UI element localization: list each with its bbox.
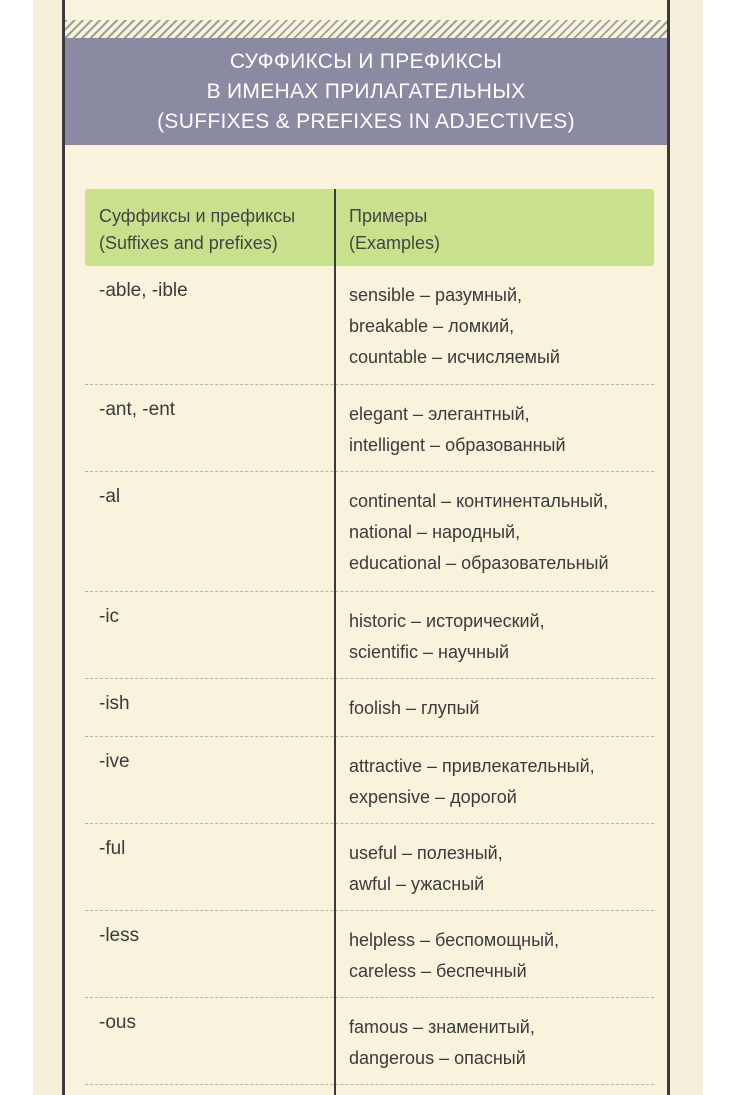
example-line: historic – исторический, [349,611,545,631]
examples-cell [349,751,595,813]
examples-cell [349,925,559,987]
example-line: dangerous – опасный [349,1048,526,1068]
infographic-card [62,0,670,1095]
table-row [85,737,654,824]
example-line: awful – ужасный [349,874,485,894]
example-line: elegant – элегантный, [349,404,530,424]
title-line-2: В ИМЕНАХ ПРИЛАГАТЕЛЬНЫХ [206,79,526,103]
example-line: sensible – разумный, [349,285,523,305]
examples-cell [349,486,609,579]
examples-cell [349,693,479,724]
table-row [85,266,654,385]
table-row [85,679,654,737]
example-line: continental – континентальный, [349,491,609,511]
table-header [85,189,654,266]
example-line: helpless – беспомощный, [349,930,560,950]
suffix-cell: -less [99,925,140,946]
examples-cell [349,606,545,668]
example-line: intelligent – образованный [349,435,566,455]
suffix-cell: -ant, -ent [99,399,176,420]
suffix-cell: -able, -ible [99,280,188,301]
header-col-suffixes: Суффиксы и префиксы (Suffixes and prefixes) [99,206,296,253]
header-col-examples: Примеры (Examples) [349,206,441,253]
example-line: national – народный, [349,522,521,542]
table-row [85,472,654,592]
suffix-cell: -ic [99,606,120,627]
examples-cell [349,399,566,461]
title-line-1: СУФФИКСЫ И ПРЕФИКСЫ [229,49,503,73]
table-row [85,911,654,998]
suffix-cell: -al [99,486,121,507]
table-body [85,266,654,1085]
example-line: famous – знаменитый, [349,1017,535,1037]
example-line: educational – образовательный [349,553,609,573]
suffix-cell: -ful [99,838,126,859]
title-line-3: (SUFFIXES & PREFIXES IN ADJECTIVES) [157,109,575,133]
example-line: careless – беспечный [349,961,527,981]
suffix-cell: -ive [99,751,130,772]
suffix-cell: -ish [99,693,130,714]
suffix-cell: -ous [99,1012,136,1033]
examples-cell [349,838,503,900]
table-row [85,998,654,1085]
example-line: scientific – научный [349,642,510,662]
column-divider [334,189,336,1095]
suffix-table [85,189,654,1085]
hatched-divider [65,20,667,38]
table-row [85,824,654,911]
examples-cell [349,280,560,373]
title-banner [65,38,667,145]
table-row [85,592,654,679]
example-line: foolish – глупый [349,698,480,718]
example-line: countable – исчисляемый [349,347,560,367]
examples-cell [349,1012,535,1074]
example-line: useful – полезный, [349,843,503,863]
table-row [85,385,654,472]
example-line: breakable – ломкий, [349,316,515,336]
example-line: expensive – дорогой [349,787,517,807]
example-line: attractive – привлекательный, [349,756,595,776]
